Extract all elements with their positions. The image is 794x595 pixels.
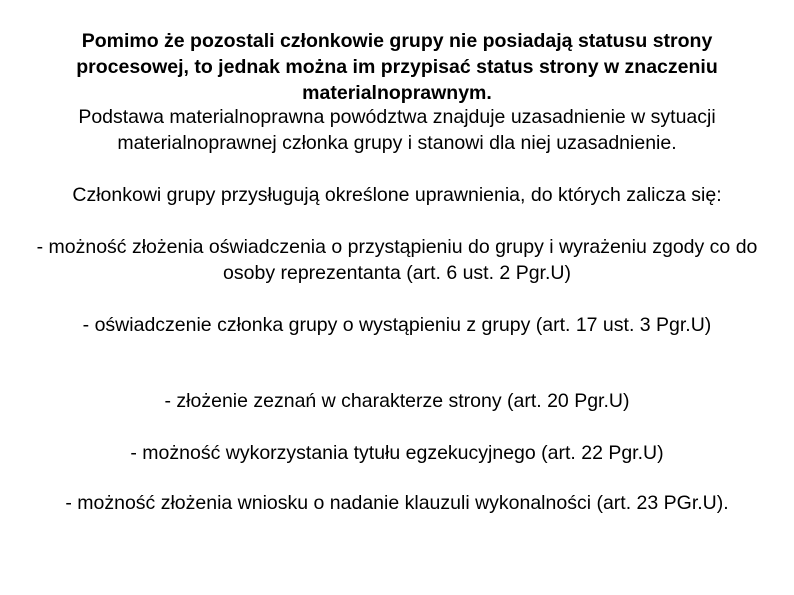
paragraph-basis: Podstawa materialnoprawna powództwa znajduje uzasadnienie w sytuacji materialnoprawnej członka grupy i stanowi dla niej uzasadnienie. <box>78 106 716 154</box>
rights-list-item: - możność złożenia wniosku o nadanie klauzuli wykonalności (art. 23 PGr.U). <box>65 492 729 514</box>
paragraph-rights-intro: Członkowi grupy przysługują określone uprawnienia, do których zalicza się: <box>72 184 722 206</box>
rights-list-item: - oświadczenie członka grupy o wystąpieniu z grupy (art. 17 ust. 3 Pgr.U) <box>82 314 712 336</box>
intro-bold-text: Pomimo że pozostali członkowie grupy nie posiadają statusu strony procesowej, to jednak można im przypisać status strony w znaczeniu materialnoprawnym. <box>76 30 718 104</box>
rights-list-item: - możność złożenia oświadczenia o przystąpieniu do grupy i wyrażeniu zgody co do osoby reprezentanta (art. 6 ust. 2 Pgr.U) <box>36 236 758 284</box>
rights-list-item: - złożenie zeznań w charakterze strony (art. 20 Pgr.U) <box>164 390 630 412</box>
rights-list-item: - możność wykorzystania tytułu egzekucyjnego (art. 22 Pgr.U) <box>130 442 664 464</box>
